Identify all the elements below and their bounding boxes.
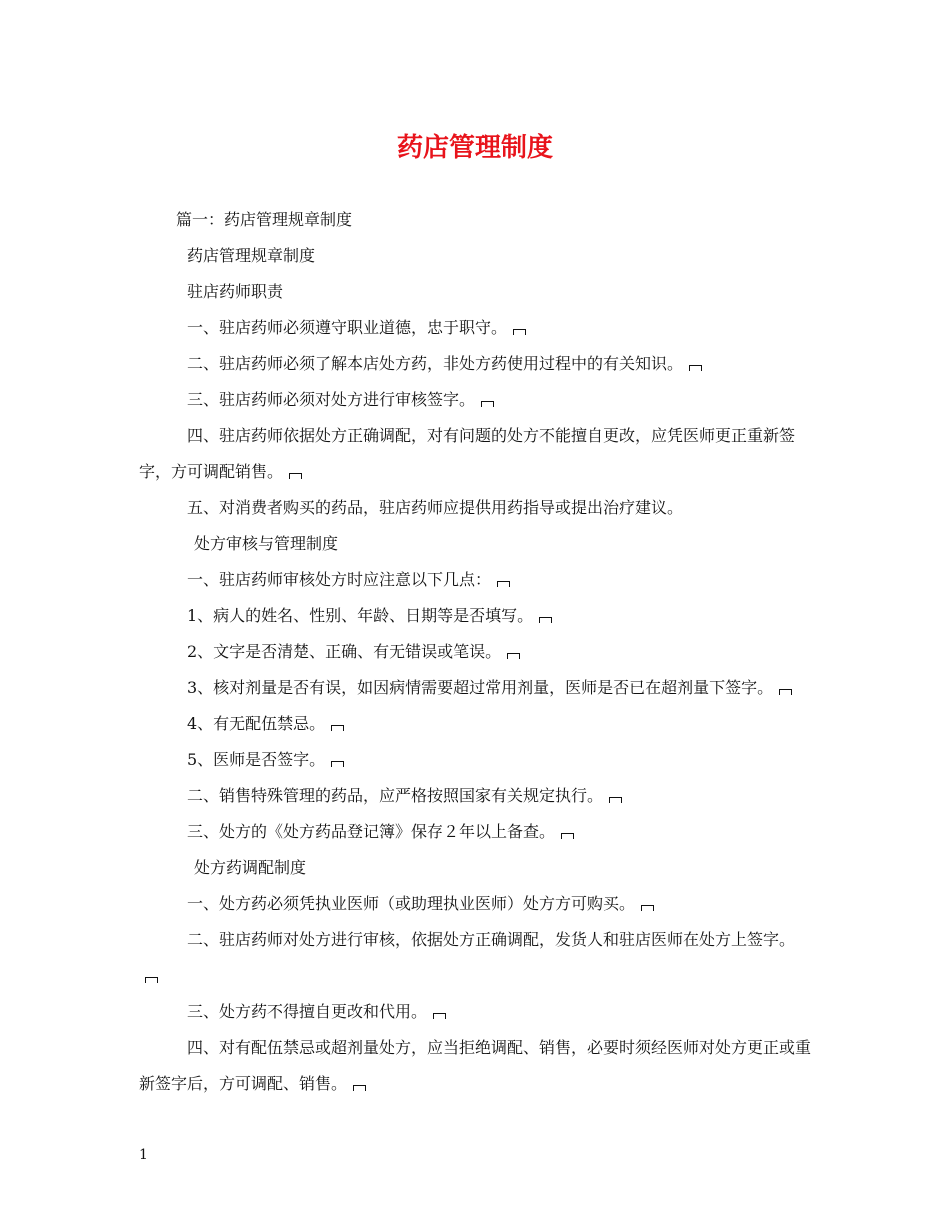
paragraph xyxy=(139,994,811,1030)
paragraph-mark-icon xyxy=(641,905,654,911)
paragraph xyxy=(139,310,811,346)
paragraph-mark-icon xyxy=(689,365,702,371)
paragraph-text: 二、驻店药师对处方进行审核，依据处方正确调配，发货人和驻店医师在处方上签字。 xyxy=(187,930,796,949)
document-body xyxy=(139,202,811,1102)
paragraph-text: 驻店药师职责 xyxy=(187,282,284,301)
paragraph-text: 五、对消费者购买的药品，驻店药师应提供用药指导或提出治疗建议。 xyxy=(187,498,684,517)
paragraph-text: 一、驻店药师审核处方时应注意以下几点： xyxy=(187,570,492,589)
paragraph-text: 4、有无配伍禁忌。 xyxy=(187,714,326,733)
paragraph xyxy=(139,778,811,814)
paragraph-text: 一、驻店药师必须遵守职业道德，忠于职守。 xyxy=(187,318,508,337)
paragraph xyxy=(139,490,811,526)
paragraph-mark-icon xyxy=(481,401,494,407)
paragraph-mark-icon xyxy=(289,473,302,479)
paragraph-text: 二、销售特殊管理的药品，应严格按照国家有关规定执行。 xyxy=(187,786,604,805)
paragraph xyxy=(139,814,811,850)
paragraph-mark-icon xyxy=(507,653,520,659)
paragraph-text: 篇一：药店管理规章制度 xyxy=(176,210,353,229)
paragraph xyxy=(139,202,811,238)
paragraph-text: 四、驻店药师依据处方正确调配，对有问题的处方不能擅自更改，应凭医师更正重新签字，方可调配销售。 xyxy=(139,426,796,481)
paragraph-mark-icon xyxy=(145,977,158,983)
paragraph-mark-icon xyxy=(539,617,552,623)
paragraph-mark-icon xyxy=(433,1013,446,1019)
paragraph-mark-icon xyxy=(609,797,622,803)
paragraph-text: 四、对有配伍禁忌或超剂量处方，应当拒绝调配、销售，必要时须经医师对处方更正或重新签字后，方可调配、销售。 xyxy=(139,1038,812,1093)
paragraph xyxy=(139,562,811,598)
paragraph-mark-icon xyxy=(353,1085,366,1091)
paragraph-text: 1、病人的姓名、性别、年龄、日期等是否填写。 xyxy=(187,606,534,625)
paragraph xyxy=(139,886,811,922)
paragraph xyxy=(139,742,811,778)
paragraph-text: 药店管理规章制度 xyxy=(187,246,316,265)
paragraph-mark-icon xyxy=(331,725,344,731)
paragraph-text: 三、驻店药师必须对处方进行审核签字。 xyxy=(187,390,476,409)
paragraph xyxy=(139,1030,811,1102)
paragraph-text: 处方审核与管理制度 xyxy=(194,534,339,553)
paragraph-text: 三、处方药不得擅自更改和代用。 xyxy=(187,1002,428,1021)
paragraph xyxy=(139,922,811,994)
paragraph xyxy=(139,274,811,310)
paragraph-mark-icon xyxy=(513,329,526,335)
paragraph xyxy=(139,526,811,562)
paragraph-mark-icon xyxy=(779,689,792,695)
paragraph xyxy=(139,598,811,634)
paragraph-text: 5、医师是否签字。 xyxy=(187,750,326,769)
paragraph xyxy=(139,670,811,706)
paragraph xyxy=(139,418,811,490)
paragraph-text: 3、核对剂量是否有误，如因病情需要超过常用剂量，医师是否已在超剂量下签字。 xyxy=(187,678,774,697)
paragraph-text: 二、驻店药师必须了解本店处方药，非处方药使用过程中的有关知识。 xyxy=(187,354,684,373)
document-title: 药店管理制度 xyxy=(396,133,553,163)
paragraph-text: 2、文字是否清楚、正确、有无错误或笔误。 xyxy=(187,642,502,661)
paragraph-text: 处方药调配制度 xyxy=(194,858,307,877)
page-number: 1 xyxy=(139,1147,148,1163)
paragraph xyxy=(139,850,811,886)
paragraph-mark-icon xyxy=(331,761,344,767)
paragraph-text: 一、处方药必须凭执业医师（或助理执业医师）处方方可购买。 xyxy=(187,894,636,913)
paragraph xyxy=(139,634,811,670)
paragraph xyxy=(139,238,811,274)
paragraph xyxy=(139,382,811,418)
paragraph-mark-icon xyxy=(561,833,574,839)
paragraph xyxy=(139,346,811,382)
paragraph-mark-icon xyxy=(497,581,510,587)
paragraph xyxy=(139,706,811,742)
paragraph-text: 三、处方的《处方药品登记簿》保存２年以上备查。 xyxy=(187,822,556,841)
